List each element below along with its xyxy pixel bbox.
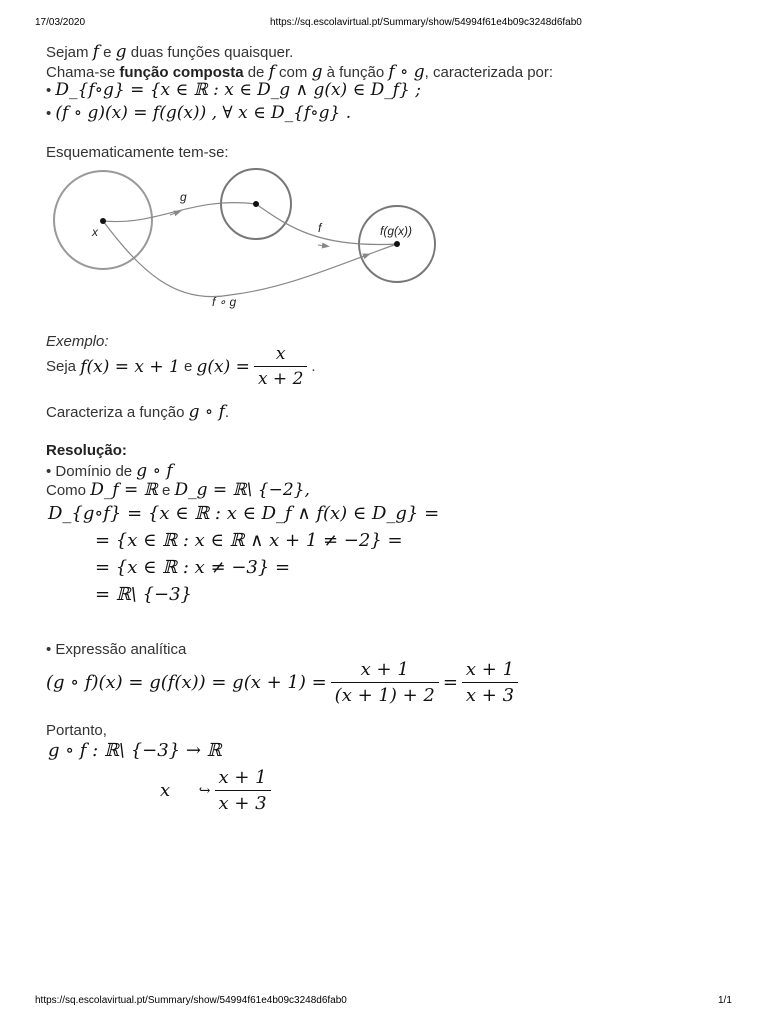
intro-line-1: Sejam f e g duas funções quaisquer. xyxy=(46,42,294,62)
arrow-g xyxy=(103,203,256,222)
domain-step-3: = {x ∈ ℝ : x ≠ −3} = xyxy=(95,557,291,578)
g-fraction: $\frac{x}{x + 2}$ xyxy=(254,344,307,389)
label-x: x xyxy=(92,225,98,239)
analytic-expression: (g ∘ f)(x) = g(f(x)) = g(x + 1) = $\frac{x + 1}{(x + 1) + 2}$ = $\frac{x + 1}{x + 3}$ xyxy=(46,659,522,706)
label-f: f xyxy=(318,221,322,235)
domain-label: • Domínio de g ∘ f xyxy=(46,461,173,481)
analytic-fraction-2: $\frac{x + 1}{x + 3}$ xyxy=(462,659,518,706)
print-url: https://sq.escolavirtual.pt/Summary/show/54994f61e4b09c3248d6fab0 xyxy=(270,17,582,28)
footer-url: https://sq.escolavirtual.pt/Summary/show/54994f61e4b09c3248d6fab0 xyxy=(35,995,347,1006)
example-task: Caracteriza a função g ∘ f. xyxy=(46,402,230,422)
arrow-f xyxy=(256,204,397,245)
analytic-fraction-1: $\frac{x + 1}{(x + 1) + 2}$ xyxy=(331,659,439,706)
domain-step-2: = {x ∈ ℝ : x ∈ ℝ ∧ x + 1 ≠ −2} = xyxy=(95,530,403,551)
mapping-fraction: $\frac{x + 1}{x + 3}$ xyxy=(215,767,271,814)
arrow-fog xyxy=(103,221,397,297)
print-date: 17/03/2020 xyxy=(35,17,86,28)
example-heading: Exemplo: xyxy=(46,333,109,350)
domain-step-1: D_{g∘f} = {x ∈ ℝ : x ∈ D_f ∧ f(x) ∈ D_g} = xyxy=(48,503,440,524)
example-definition: Seja f(x) = x + 1 e g(x) = $\frac{x}{x + 2}$ . xyxy=(46,344,316,389)
mapping-rule: x ↪ $\frac{x + 1}{x + 3}$ xyxy=(160,767,275,814)
resolution-heading: Resolução: xyxy=(46,442,127,459)
domain-step-4: = ℝ\ {−3} xyxy=(95,584,192,605)
mapping-line: g ∘ f : ℝ\ {−3} → ℝ xyxy=(48,740,222,761)
schematic-heading: Esquematicamente tem-se: xyxy=(46,144,229,161)
portanto-label: Portanto, xyxy=(46,722,107,739)
label-g: g xyxy=(180,190,187,204)
label-fog: f ∘ g xyxy=(212,295,237,309)
composition-definition: • (f ∘ g)(x) = f(g(x)) , ∀ x ∈ D_{f∘g} . xyxy=(46,103,352,123)
intro-line-2: Chama-se função composta de f com g à função f ∘ g, caracterizada por: xyxy=(46,62,554,82)
page-number: 1/1 xyxy=(718,995,732,1006)
como-line: Como D_f = ℝ e D_g = ℝ\ {−2}, xyxy=(46,480,310,500)
composition-diagram xyxy=(0,160,768,320)
analytic-label: • Expressão analítica xyxy=(46,641,187,658)
label-fgx: f(g(x)) xyxy=(380,224,412,238)
domain-definition: • D_{f∘g} = {x ∈ ℝ : x ∈ D_g ∧ g(x) ∈ D_f} ; xyxy=(46,80,421,100)
